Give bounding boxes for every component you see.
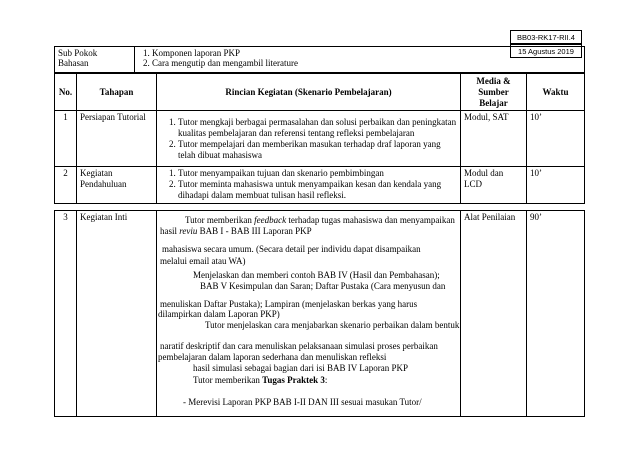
header-tahapan: Tahapan — [77, 74, 157, 111]
list-item: 2. Tutor mempelajari dan memberikan masukan terhadap draf laporan yang telah dibuat mahasiswa — [178, 139, 457, 161]
core-line: - Merevisi Laporan PKP BAB I-II DAN III sesuai masukan Tutor/ — [183, 397, 422, 407]
table-header-row — [55, 74, 585, 111]
core-line: Tutor menjelaskan cara menjabarkan skenario perbaikan dalam bentuk — [205, 320, 460, 330]
core-line: Tutor memberikan feedback terhadap tugas mahasiswa dan menyampaikan — [185, 215, 455, 225]
header-no: No. — [55, 74, 77, 111]
row-tahapan: Kegiatan Pendahuluan — [77, 167, 157, 204]
row-tahapan: Persiapan Tutorial — [77, 111, 157, 167]
header-waktu: Waktu — [527, 74, 585, 111]
row-rincian — [157, 111, 461, 167]
sub-topic-items — [135, 47, 585, 73]
sub-topic-label: Sub Pokok Bahasan — [55, 47, 135, 73]
core-line: BAB V Kesimpulan dan Saran; Daftar Pustaka (Cara menyusun dan — [200, 281, 446, 291]
row-rincian — [157, 167, 461, 204]
list-item: 1. Tutor mengkaji berbagai permasalahan dan solusi perbaikan dan peningkatan kualitas pembelajaran dan referensi tentang refleksi pembelajaran — [178, 117, 457, 139]
document-code: BB03-RK17-RII.4 — [517, 32, 575, 42]
core-line: dilampirkan dalam Laporan PKP) — [158, 309, 280, 319]
row-waktu: 10’ — [527, 111, 585, 167]
list-item: 2. Tutor meminta mahasiswa untuk menyampaikan kesan dan kendala yang dihadapi dalam membuat tulisan hasil refleksi. — [178, 179, 457, 201]
core-line: mahasiswa secara umum. (Secara detail per individu dapat disampaikan — [162, 244, 421, 254]
row-waktu: 90’ — [527, 211, 585, 417]
core-line: hasil reviu BAB I - BAB III Laporan PKP — [160, 226, 312, 236]
table-row — [55, 167, 585, 204]
sub-topic-item: 2. Cara mengutip dan mengambil literature — [143, 58, 298, 68]
core-line: melalui email atau WA) — [160, 256, 246, 266]
row-media: Modul, SAT — [461, 111, 527, 167]
row-media: Alat Penilaian — [461, 211, 527, 417]
table-row — [55, 111, 585, 167]
row-media: Modul dan LCD — [461, 167, 527, 204]
core-line: Tutor memberikan Tugas Praktek 3: — [193, 375, 328, 385]
row-no: 1 — [55, 111, 77, 167]
row-waktu: 10’ — [527, 167, 585, 204]
core-line: menuliskan Daftar Pustaka); Lampiran (menjelaskan berkas yang harus — [160, 299, 418, 309]
header-media: Media & Sumber Belajar — [461, 74, 527, 111]
sub-topic-table — [54, 46, 585, 73]
sub-topic-item: 1. Komponen laporan PKP — [143, 48, 240, 58]
core-activity-table — [54, 210, 585, 417]
core-line: hasil simulasi sebagai bagian dari isi BAB IV Laporan PKP — [193, 363, 409, 373]
row-no: 3 — [55, 211, 77, 417]
document-date: 15 Agustus 2019 — [518, 46, 574, 56]
table-row — [55, 211, 585, 417]
sub-topic-row — [55, 47, 585, 73]
header-rincian: Rincian Kegiatan (Skenario Pembelajaran) — [157, 74, 461, 111]
document-code-box — [510, 30, 582, 44]
core-line: naratif deskriptif dan cara menuliskan pelaksanaan simulasi proses perbaikan — [160, 341, 438, 351]
list-item: 1. Tutor menyampaikan tujuan dan skenario pembimbingan — [178, 168, 457, 179]
core-line: pembelajaran dalam laporan sederhana dan menuliskan refleksi — [158, 352, 387, 362]
row-no: 2 — [55, 167, 77, 204]
activity-table — [54, 73, 585, 204]
row-tahapan: Kegiatan Inti — [77, 211, 157, 417]
core-line: Menjelaskan dan memberi contoh BAB IV (Hasil dan Pembahasan); — [193, 270, 440, 280]
